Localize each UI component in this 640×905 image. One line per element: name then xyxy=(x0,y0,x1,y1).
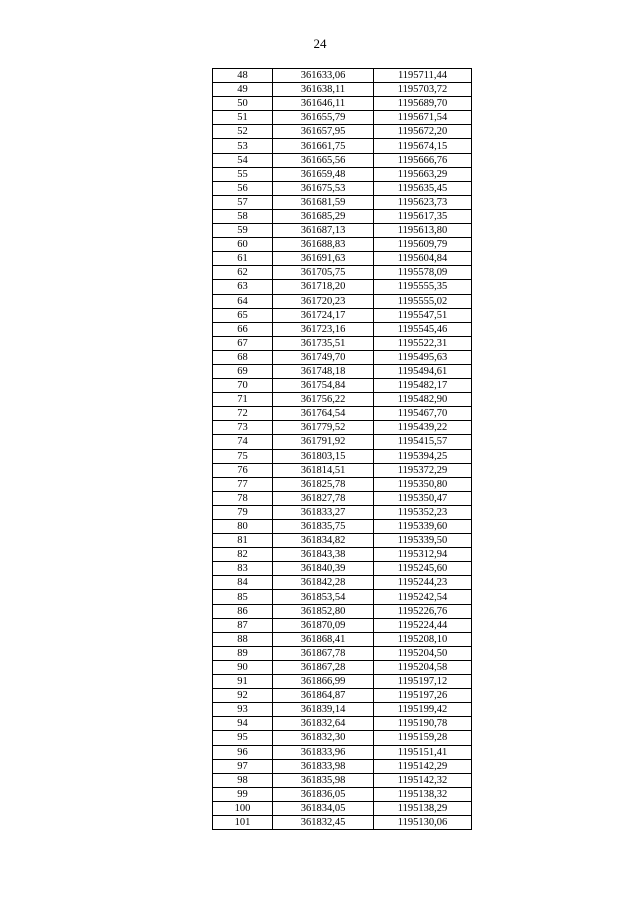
table-row xyxy=(213,111,472,125)
y-coordinate-cell: 1195672,20 xyxy=(374,125,472,139)
y-coordinate-cell: 1195617,35 xyxy=(374,209,472,223)
point-number-cell: 62 xyxy=(213,266,273,280)
table-row xyxy=(213,350,472,364)
y-coordinate-cell: 1195495,63 xyxy=(374,350,472,364)
table-row xyxy=(213,576,472,590)
x-coordinate-cell: 361832,30 xyxy=(273,731,374,745)
x-coordinate-cell: 361814,51 xyxy=(273,463,374,477)
table-row xyxy=(213,83,472,97)
point-number-cell: 95 xyxy=(213,731,273,745)
x-coordinate-cell: 361867,28 xyxy=(273,660,374,674)
y-coordinate-cell: 1195663,29 xyxy=(374,167,472,181)
y-coordinate-cell: 1195151,41 xyxy=(374,745,472,759)
x-coordinate-cell: 361803,15 xyxy=(273,449,374,463)
x-coordinate-cell: 361825,78 xyxy=(273,477,374,491)
table-row xyxy=(213,280,472,294)
table-row xyxy=(213,660,472,674)
point-number-cell: 74 xyxy=(213,435,273,449)
x-coordinate-cell: 361840,39 xyxy=(273,562,374,576)
point-number-cell: 64 xyxy=(213,294,273,308)
point-number-cell: 87 xyxy=(213,618,273,632)
y-coordinate-cell: 1195208,10 xyxy=(374,632,472,646)
point-number-cell: 80 xyxy=(213,520,273,534)
point-number-cell: 83 xyxy=(213,562,273,576)
y-coordinate-cell: 1195467,70 xyxy=(374,407,472,421)
table-row xyxy=(213,562,472,576)
point-number-cell: 59 xyxy=(213,224,273,238)
x-coordinate-cell: 361779,52 xyxy=(273,421,374,435)
table-row xyxy=(213,224,472,238)
x-coordinate-cell: 361834,82 xyxy=(273,534,374,548)
x-coordinate-cell: 361870,09 xyxy=(273,618,374,632)
point-number-cell: 96 xyxy=(213,745,273,759)
y-coordinate-cell: 1195545,46 xyxy=(374,322,472,336)
point-number-cell: 81 xyxy=(213,534,273,548)
y-coordinate-cell: 1195522,31 xyxy=(374,336,472,350)
x-coordinate-cell: 361864,87 xyxy=(273,689,374,703)
x-coordinate-cell: 361691,63 xyxy=(273,252,374,266)
x-coordinate-cell: 361832,45 xyxy=(273,815,374,829)
x-coordinate-cell: 361675,53 xyxy=(273,181,374,195)
y-coordinate-cell: 1195674,15 xyxy=(374,139,472,153)
x-coordinate-cell: 361655,79 xyxy=(273,111,374,125)
table-row xyxy=(213,407,472,421)
point-number-cell: 89 xyxy=(213,646,273,660)
table-row xyxy=(213,167,472,181)
x-coordinate-cell: 361827,78 xyxy=(273,491,374,505)
table-row xyxy=(213,773,472,787)
point-number-cell: 93 xyxy=(213,703,273,717)
point-number-cell: 69 xyxy=(213,364,273,378)
y-coordinate-cell: 1195204,58 xyxy=(374,660,472,674)
table-row xyxy=(213,801,472,815)
table-row xyxy=(213,463,472,477)
table-row xyxy=(213,266,472,280)
point-number-cell: 78 xyxy=(213,491,273,505)
point-number-cell: 82 xyxy=(213,548,273,562)
x-coordinate-cell: 361832,64 xyxy=(273,717,374,731)
point-number-cell: 54 xyxy=(213,153,273,167)
table-row xyxy=(213,294,472,308)
y-coordinate-cell: 1195339,60 xyxy=(374,520,472,534)
table-row xyxy=(213,632,472,646)
table-row xyxy=(213,745,472,759)
x-coordinate-cell: 361853,54 xyxy=(273,590,374,604)
y-coordinate-cell: 1195439,22 xyxy=(374,421,472,435)
table-row xyxy=(213,759,472,773)
y-coordinate-cell: 1195130,06 xyxy=(374,815,472,829)
table-row xyxy=(213,646,472,660)
y-coordinate-cell: 1195689,70 xyxy=(374,97,472,111)
point-number-cell: 55 xyxy=(213,167,273,181)
point-number-cell: 84 xyxy=(213,576,273,590)
point-number-cell: 90 xyxy=(213,660,273,674)
y-coordinate-cell: 1195204,50 xyxy=(374,646,472,660)
x-coordinate-cell: 361685,29 xyxy=(273,209,374,223)
y-coordinate-cell: 1195604,84 xyxy=(374,252,472,266)
x-coordinate-cell: 361835,75 xyxy=(273,520,374,534)
y-coordinate-cell: 1195199,42 xyxy=(374,703,472,717)
y-coordinate-cell: 1195666,76 xyxy=(374,153,472,167)
point-number-cell: 76 xyxy=(213,463,273,477)
point-number-cell: 68 xyxy=(213,350,273,364)
point-number-cell: 58 xyxy=(213,209,273,223)
table-row xyxy=(213,308,472,322)
point-number-cell: 51 xyxy=(213,111,273,125)
x-coordinate-cell: 361835,98 xyxy=(273,773,374,787)
table-row xyxy=(213,520,472,534)
point-number-cell: 92 xyxy=(213,689,273,703)
table-row xyxy=(213,491,472,505)
y-coordinate-cell: 1195159,28 xyxy=(374,731,472,745)
point-number-cell: 56 xyxy=(213,181,273,195)
x-coordinate-cell: 361866,99 xyxy=(273,675,374,689)
point-number-cell: 66 xyxy=(213,322,273,336)
x-coordinate-cell: 361720,23 xyxy=(273,294,374,308)
point-number-cell: 101 xyxy=(213,815,273,829)
point-number-cell: 99 xyxy=(213,787,273,801)
point-number-cell: 75 xyxy=(213,449,273,463)
y-coordinate-cell: 1195635,45 xyxy=(374,181,472,195)
y-coordinate-cell: 1195671,54 xyxy=(374,111,472,125)
table-row xyxy=(213,139,472,153)
x-coordinate-cell: 361687,13 xyxy=(273,224,374,238)
y-coordinate-cell: 1195555,35 xyxy=(374,280,472,294)
point-number-cell: 71 xyxy=(213,393,273,407)
y-coordinate-cell: 1195190,78 xyxy=(374,717,472,731)
point-number-cell: 48 xyxy=(213,69,273,83)
y-coordinate-cell: 1195197,12 xyxy=(374,675,472,689)
table-row xyxy=(213,604,472,618)
y-coordinate-cell: 1195224,44 xyxy=(374,618,472,632)
y-coordinate-cell: 1195555,02 xyxy=(374,294,472,308)
y-coordinate-cell: 1195312,94 xyxy=(374,548,472,562)
x-coordinate-cell: 361748,18 xyxy=(273,364,374,378)
x-coordinate-cell: 361688,83 xyxy=(273,238,374,252)
table-row xyxy=(213,336,472,350)
y-coordinate-cell: 1195703,72 xyxy=(374,83,472,97)
x-coordinate-cell: 361638,11 xyxy=(273,83,374,97)
table-row xyxy=(213,477,472,491)
y-coordinate-cell: 1195142,32 xyxy=(374,773,472,787)
y-coordinate-cell: 1195197,26 xyxy=(374,689,472,703)
table-row xyxy=(213,703,472,717)
table-row xyxy=(213,379,472,393)
x-coordinate-cell: 361842,28 xyxy=(273,576,374,590)
point-number-cell: 86 xyxy=(213,604,273,618)
point-number-cell: 60 xyxy=(213,238,273,252)
table-row xyxy=(213,97,472,111)
table-row xyxy=(213,181,472,195)
table-row xyxy=(213,618,472,632)
table-row xyxy=(213,252,472,266)
point-number-cell: 85 xyxy=(213,590,273,604)
x-coordinate-cell: 361665,56 xyxy=(273,153,374,167)
table-row xyxy=(213,195,472,209)
table-row xyxy=(213,815,472,829)
table-row xyxy=(213,238,472,252)
point-number-cell: 57 xyxy=(213,195,273,209)
x-coordinate-cell: 361839,14 xyxy=(273,703,374,717)
x-coordinate-cell: 361705,75 xyxy=(273,266,374,280)
table-row xyxy=(213,675,472,689)
x-coordinate-cell: 361724,17 xyxy=(273,308,374,322)
x-coordinate-cell: 361756,22 xyxy=(273,393,374,407)
point-number-cell: 79 xyxy=(213,505,273,519)
x-coordinate-cell: 361843,38 xyxy=(273,548,374,562)
table-row xyxy=(213,209,472,223)
table-row xyxy=(213,548,472,562)
y-coordinate-cell: 1195623,73 xyxy=(374,195,472,209)
point-number-cell: 98 xyxy=(213,773,273,787)
y-coordinate-cell: 1195394,25 xyxy=(374,449,472,463)
point-number-cell: 100 xyxy=(213,801,273,815)
point-number-cell: 70 xyxy=(213,379,273,393)
x-coordinate-cell: 361723,16 xyxy=(273,322,374,336)
x-coordinate-cell: 361791,92 xyxy=(273,435,374,449)
y-coordinate-cell: 1195138,32 xyxy=(374,787,472,801)
point-number-cell: 61 xyxy=(213,252,273,266)
table-row xyxy=(213,505,472,519)
table-row xyxy=(213,787,472,801)
y-coordinate-cell: 1195142,29 xyxy=(374,759,472,773)
point-number-cell: 77 xyxy=(213,477,273,491)
y-coordinate-cell: 1195138,29 xyxy=(374,801,472,815)
x-coordinate-cell: 361764,54 xyxy=(273,407,374,421)
point-number-cell: 97 xyxy=(213,759,273,773)
table-row xyxy=(213,590,472,604)
x-coordinate-cell: 361833,98 xyxy=(273,759,374,773)
x-coordinate-cell: 361833,96 xyxy=(273,745,374,759)
x-coordinate-cell: 361735,51 xyxy=(273,336,374,350)
table-row xyxy=(213,435,472,449)
table-row xyxy=(213,322,472,336)
y-coordinate-cell: 1195350,80 xyxy=(374,477,472,491)
y-coordinate-cell: 1195350,47 xyxy=(374,491,472,505)
x-coordinate-cell: 361657,95 xyxy=(273,125,374,139)
y-coordinate-cell: 1195244,23 xyxy=(374,576,472,590)
coordinates-table-body xyxy=(213,69,472,830)
table-row xyxy=(213,153,472,167)
point-number-cell: 72 xyxy=(213,407,273,421)
table-row xyxy=(213,731,472,745)
x-coordinate-cell: 361633,06 xyxy=(273,69,374,83)
y-coordinate-cell: 1195711,44 xyxy=(374,69,472,83)
y-coordinate-cell: 1195609,79 xyxy=(374,238,472,252)
y-coordinate-cell: 1195482,90 xyxy=(374,393,472,407)
x-coordinate-cell: 361661,75 xyxy=(273,139,374,153)
y-coordinate-cell: 1195613,80 xyxy=(374,224,472,238)
y-coordinate-cell: 1195547,51 xyxy=(374,308,472,322)
y-coordinate-cell: 1195339,50 xyxy=(374,534,472,548)
y-coordinate-cell: 1195226,76 xyxy=(374,604,472,618)
x-coordinate-cell: 361749,70 xyxy=(273,350,374,364)
x-coordinate-cell: 361833,27 xyxy=(273,505,374,519)
table-row xyxy=(213,69,472,83)
x-coordinate-cell: 361852,80 xyxy=(273,604,374,618)
point-number-cell: 49 xyxy=(213,83,273,97)
point-number-cell: 52 xyxy=(213,125,273,139)
table-row xyxy=(213,534,472,548)
x-coordinate-cell: 361754,84 xyxy=(273,379,374,393)
x-coordinate-cell: 361867,78 xyxy=(273,646,374,660)
y-coordinate-cell: 1195242,54 xyxy=(374,590,472,604)
table-row xyxy=(213,421,472,435)
table-row xyxy=(213,364,472,378)
table-row xyxy=(213,717,472,731)
point-number-cell: 91 xyxy=(213,675,273,689)
y-coordinate-cell: 1195372,29 xyxy=(374,463,472,477)
point-number-cell: 65 xyxy=(213,308,273,322)
x-coordinate-cell: 361659,48 xyxy=(273,167,374,181)
point-number-cell: 67 xyxy=(213,336,273,350)
point-number-cell: 94 xyxy=(213,717,273,731)
y-coordinate-cell: 1195578,09 xyxy=(374,266,472,280)
point-number-cell: 53 xyxy=(213,139,273,153)
x-coordinate-cell: 361646,11 xyxy=(273,97,374,111)
y-coordinate-cell: 1195352,23 xyxy=(374,505,472,519)
point-number-cell: 73 xyxy=(213,421,273,435)
point-number-cell: 63 xyxy=(213,280,273,294)
y-coordinate-cell: 1195245,60 xyxy=(374,562,472,576)
coordinates-table xyxy=(212,68,472,830)
x-coordinate-cell: 361718,20 xyxy=(273,280,374,294)
x-coordinate-cell: 361681,59 xyxy=(273,195,374,209)
y-coordinate-cell: 1195482,17 xyxy=(374,379,472,393)
page-number: 24 xyxy=(313,36,327,51)
point-number-cell: 50 xyxy=(213,97,273,111)
x-coordinate-cell: 361834,05 xyxy=(273,801,374,815)
table-row xyxy=(213,393,472,407)
table-row xyxy=(213,449,472,463)
point-number-cell: 88 xyxy=(213,632,273,646)
y-coordinate-cell: 1195494,61 xyxy=(374,364,472,378)
y-coordinate-cell: 1195415,57 xyxy=(374,435,472,449)
x-coordinate-cell: 361836,05 xyxy=(273,787,374,801)
x-coordinate-cell: 361868,41 xyxy=(273,632,374,646)
table-row xyxy=(213,689,472,703)
table-row xyxy=(213,125,472,139)
